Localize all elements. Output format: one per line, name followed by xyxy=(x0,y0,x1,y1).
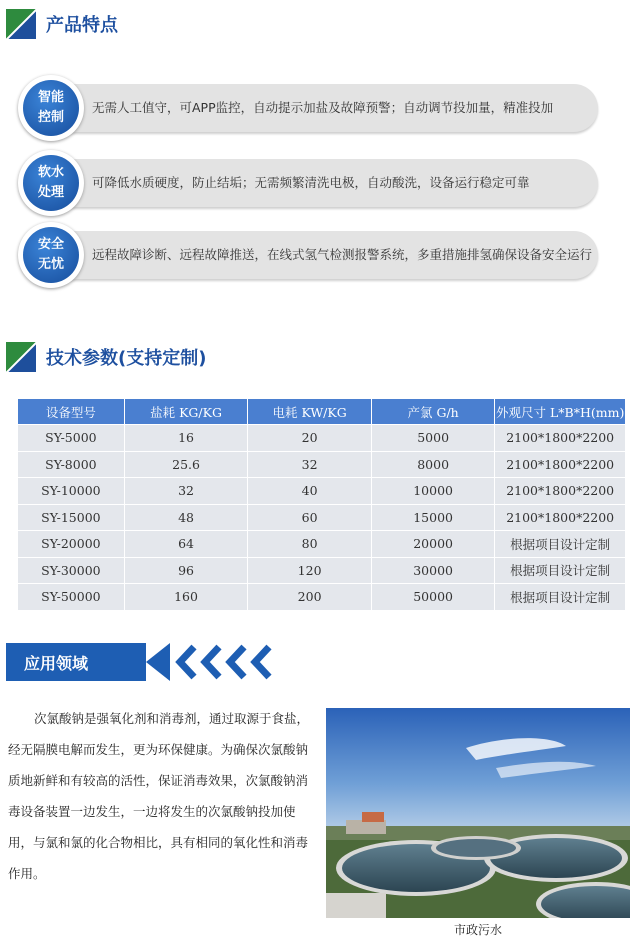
badge-line: 无忧 xyxy=(37,257,64,272)
table-cell: 8000 xyxy=(372,452,494,478)
water-treatment-photo xyxy=(326,708,630,918)
feature-text: 可降低水质硬度，防止结垢；无需频繁清洗电极，自动酸洗，设备运行稳定可靠 xyxy=(92,175,530,190)
feature-text: 无需人工值守，可APP监控，自动提示加盐及故障预警；自动调节投加量，精准投加 xyxy=(92,100,554,115)
feature-text: 远程故障诊断、远程故障推送，在线式氢气检测报警系统，多重措施排氢确保设备安全运行 xyxy=(92,247,593,262)
specs-section-title: 技术参数(支持定制) xyxy=(46,348,207,369)
table-cell: 30000 xyxy=(372,558,494,584)
table-cell: 48 xyxy=(125,505,248,531)
column-header: 盐耗 KG/KG xyxy=(125,399,248,424)
table-cell: 80 xyxy=(248,531,371,557)
column-header: 外观尺寸 L*B*H(mm) xyxy=(495,399,625,424)
table-cell: 20000 xyxy=(372,531,494,557)
application-section-title: 应用领域 xyxy=(6,643,146,681)
badge-line: 控制 xyxy=(37,110,64,125)
table-cell: 10000 xyxy=(372,478,494,504)
feature-item-soft-water xyxy=(18,150,598,216)
table-cell: 200 xyxy=(248,584,371,610)
table-row xyxy=(18,531,625,557)
table-cell: 根据项目设计定制 xyxy=(495,558,625,584)
badge-line: 处理 xyxy=(37,185,64,200)
table-cell: 20 xyxy=(248,425,371,451)
feature-badge xyxy=(18,222,84,288)
badge-line: 软水 xyxy=(37,165,64,180)
table-row xyxy=(18,505,625,531)
table-cell: 60 xyxy=(248,505,371,531)
table-row xyxy=(18,584,625,610)
table-cell: 120 xyxy=(248,558,371,584)
table-cell: 32 xyxy=(125,478,248,504)
table-header-row xyxy=(18,399,625,424)
badge-line: 安全 xyxy=(37,237,64,252)
table-cell: 根据项目设计定制 xyxy=(495,531,625,557)
feature-badge xyxy=(18,75,84,141)
table-cell: SY-20000 xyxy=(18,531,124,557)
column-header: 产氯 G/h xyxy=(372,399,494,424)
application-description: 次氯酸钠是强氧化剂和消毒剂，通过取源于食盐，经无隔膜电解而发生，更为环保健康。为确保次氯酸钠质地新鲜和有较高的活性，保证消毒效果，次氯酸钠消毒设备装置一边发生，一边将发生的次氯酸钠投加使用，与氯和氯的化合物相比，具有相同的氧化性和消毒作用。 xyxy=(8,711,310,881)
features-section-title: 产品特点 xyxy=(46,15,118,36)
table-row xyxy=(18,558,625,584)
table-row xyxy=(18,452,625,478)
table-cell: 25.6 xyxy=(125,452,248,478)
table-row xyxy=(18,425,625,451)
section-logo-icon xyxy=(6,342,36,372)
column-header: 电耗 KW/KG xyxy=(248,399,371,424)
table-cell: SY-30000 xyxy=(18,558,124,584)
table-cell: 2100*1800*2200 xyxy=(495,452,625,478)
column-header: 设备型号 xyxy=(18,399,124,424)
table-cell: SY-10000 xyxy=(18,478,124,504)
table-cell: 2100*1800*2200 xyxy=(495,505,625,531)
table-cell: SY-50000 xyxy=(18,584,124,610)
table-cell: 2100*1800*2200 xyxy=(495,425,625,451)
feature-bar xyxy=(50,84,598,132)
chevrons-left-icon xyxy=(172,644,272,680)
table-cell: 2100*1800*2200 xyxy=(495,478,625,504)
table-cell: 64 xyxy=(125,531,248,557)
table-cell: SY-5000 xyxy=(18,425,124,451)
table-cell: 15000 xyxy=(372,505,494,531)
table-cell: 96 xyxy=(125,558,248,584)
table-cell: 160 xyxy=(125,584,248,610)
table-row xyxy=(18,478,625,504)
specs-table xyxy=(17,398,626,611)
photo-caption: 市政污水 xyxy=(453,923,502,937)
table-cell: SY-15000 xyxy=(18,505,124,531)
feature-bar xyxy=(50,231,598,279)
feature-item-smart-control xyxy=(18,75,598,141)
section-arrow-shape xyxy=(146,643,170,681)
section-logo-icon xyxy=(6,9,36,39)
table-cell: 50000 xyxy=(372,584,494,610)
table-cell: 根据项目设计定制 xyxy=(495,584,625,610)
table-cell: SY-8000 xyxy=(18,452,124,478)
features-section-header xyxy=(6,8,118,40)
table-cell: 5000 xyxy=(372,425,494,451)
specs-section-header xyxy=(6,341,206,373)
feature-badge xyxy=(18,150,84,216)
table-cell: 40 xyxy=(248,478,371,504)
table-cell: 16 xyxy=(125,425,248,451)
table-cell: 32 xyxy=(248,452,371,478)
badge-line: 智能 xyxy=(37,90,64,105)
feature-item-safety xyxy=(18,222,598,288)
feature-bar xyxy=(50,159,598,207)
